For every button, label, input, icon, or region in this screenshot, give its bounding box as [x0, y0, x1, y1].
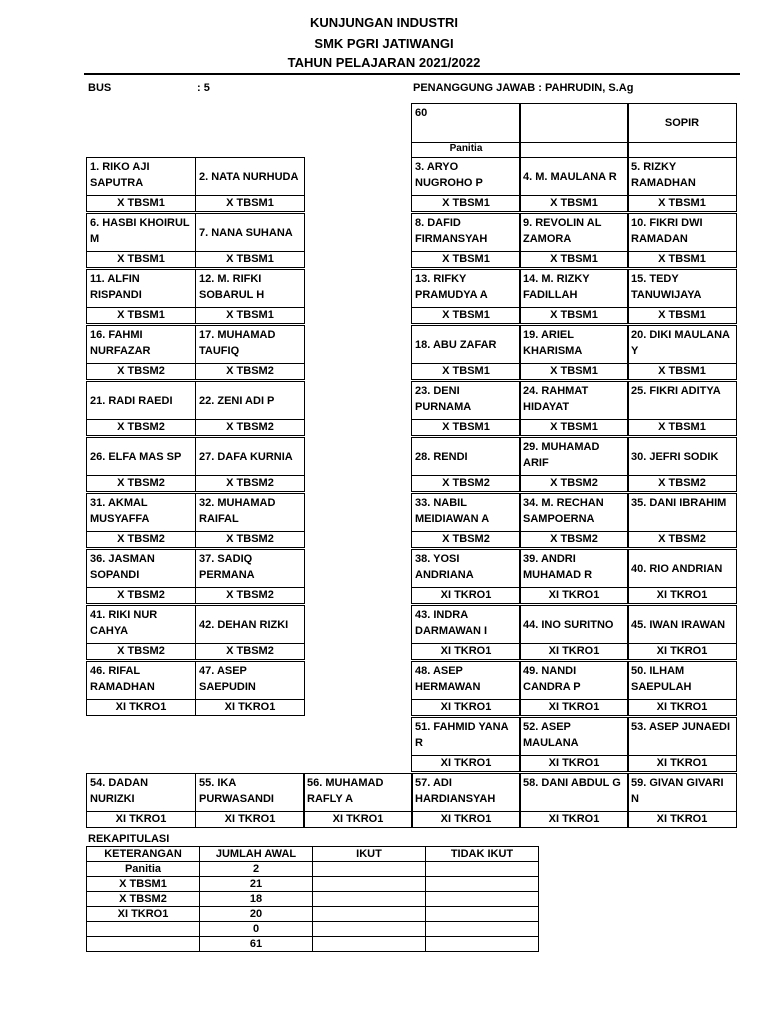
recap-cell — [313, 937, 426, 952]
seat-name: 58. DANI ABDUL G — [519, 773, 629, 812]
seat-class: XI TKRO1 — [411, 755, 521, 772]
seat-name: 30. JEFRI SODIK — [627, 437, 737, 476]
seat-name: 11. ALFIN RISPANDI — [86, 269, 196, 308]
seat-name: 23. DENI PURNAMA — [411, 381, 521, 420]
recap-cell — [87, 922, 200, 937]
seat-class: X TBSM2 — [86, 363, 196, 380]
recap-cell: 20 — [200, 907, 313, 922]
seat-name: 41. RIKI NUR CAHYA — [86, 605, 196, 644]
seat-class: XI TKRO1 — [411, 699, 521, 716]
seat-class: X TBSM2 — [519, 475, 629, 492]
recap-row — [87, 937, 539, 952]
seat-name: 33. NABIL MEIDIAWAN A — [411, 493, 521, 532]
seat-class: X TBSM1 — [195, 307, 305, 324]
driver-cell: SOPIR — [627, 103, 737, 143]
seat-class: XI TKRO1 — [519, 811, 629, 828]
seat-name: 42. DEHAN RIZKI — [195, 605, 305, 644]
seat-name: 28. RENDI — [411, 437, 521, 476]
seat-name: 6. HASBI KHOIRUL M — [86, 213, 196, 252]
recap-row — [87, 862, 539, 877]
recap-cell: X TBSM2 — [87, 892, 200, 907]
seat-name: 46. RIFAL RAMADHAN — [86, 661, 196, 700]
seat-class: X TBSM1 — [195, 195, 305, 212]
seat-name: 53. ASEP JUNAEDI — [627, 717, 737, 756]
bus-capacity-cell: 60 — [411, 103, 521, 143]
seat-name: 9. REVOLIN AL ZAMORA — [519, 213, 629, 252]
seat-class: XI TKRO1 — [195, 699, 305, 716]
seat-class: XI TKRO1 — [627, 699, 737, 716]
seat-name: 40. RIO ANDRIAN — [627, 549, 737, 588]
seat-class: X TBSM2 — [411, 475, 521, 492]
seat-class: X TBSM1 — [627, 195, 737, 212]
seat-name: 45. IWAN IRAWAN — [627, 605, 737, 644]
seat-name: 34. M. RECHAN SAMPOERNA — [519, 493, 629, 532]
seat-name: 39. ANDRI MUHAMAD R — [519, 549, 629, 588]
seat-class: X TBSM1 — [519, 307, 629, 324]
seat-name: 18. ABU ZAFAR — [411, 325, 521, 364]
seat-class: X TBSM2 — [86, 475, 196, 492]
seat-class: X TBSM2 — [627, 475, 737, 492]
recap-cell: 61 — [200, 937, 313, 952]
recap-row — [87, 922, 539, 937]
seat-class: X TBSM2 — [86, 643, 196, 660]
seat-name: 25. FIKRI ADITYA — [627, 381, 737, 420]
seat-class: X TBSM2 — [195, 531, 305, 548]
recap-cell — [426, 877, 539, 892]
recap-cell — [87, 937, 200, 952]
seat-name: 8. DAFID FIRMANSYAH — [411, 213, 521, 252]
seat-name: 31. AKMAL MUSYAFFA — [86, 493, 196, 532]
seat-name: 20. DIKI MAULANA Y — [627, 325, 737, 364]
seat-name: 2. NATA NURHUDA — [195, 157, 305, 196]
responsible-person: PENANGGUNG JAWAB : PAHRUDIN, S.Ag — [413, 82, 634, 94]
seat-class: X TBSM2 — [195, 363, 305, 380]
bus-value: : 5 — [197, 82, 210, 94]
seat-class: XI TKRO1 — [195, 811, 305, 828]
seat-class: X TBSM1 — [519, 363, 629, 380]
seat-class: XI TKRO1 — [627, 643, 737, 660]
seat-name: 3. ARYO NUGROHO P — [411, 157, 521, 196]
seat-name: 59. GIVAN GIVARI N — [627, 773, 737, 812]
seat-name: 48. ASEP HERMAWAN — [411, 661, 521, 700]
seat-class: XI TKRO1 — [411, 643, 521, 660]
seat-class: X TBSM1 — [86, 307, 196, 324]
seat-class: X TBSM1 — [519, 419, 629, 436]
seat-name: 47. ASEP SAEPUDIN — [195, 661, 305, 700]
seat-name: 15. TEDY TANUWIJAYA — [627, 269, 737, 308]
seat-name: 16. FAHMI NURFAZAR — [86, 325, 196, 364]
seat-class: X TBSM2 — [86, 587, 196, 604]
seat-class: X TBSM2 — [195, 475, 305, 492]
recap-cell: Panitia — [87, 862, 200, 877]
seat-class: X TBSM2 — [86, 419, 196, 436]
seat-name: 13. RIFKY PRAMUDYA A — [411, 269, 521, 308]
seat-class: X TBSM2 — [627, 531, 737, 548]
seat-name: 1. RIKO AJI SAPUTRA — [86, 157, 196, 196]
recap-title: REKAPITULASI — [88, 833, 170, 845]
recap-header-cell: KETERANGAN — [87, 847, 200, 862]
seat-class: X TBSM1 — [411, 251, 521, 268]
seat-class: XI TKRO1 — [519, 755, 629, 772]
recap-cell — [426, 922, 539, 937]
recap-header-cell: JUMLAH AWAL — [200, 847, 313, 862]
seat-class: X TBSM1 — [86, 195, 196, 212]
recap-cell: X TBSM1 — [87, 877, 200, 892]
recap-cell: XI TKRO1 — [87, 907, 200, 922]
seat-name: 32. MUHAMAD RAIFAL — [195, 493, 305, 532]
seat-class: X TBSM2 — [519, 531, 629, 548]
recap-row — [87, 907, 539, 922]
seat-class: XI TKRO1 — [627, 587, 737, 604]
title-line-2: SMK PGRI JATIWANGI — [314, 36, 454, 51]
blank-cell — [519, 103, 629, 143]
seat-name: 24. RAHMAT HIDAYAT — [519, 381, 629, 420]
recap-cell — [313, 907, 426, 922]
seat-class: X TBSM1 — [519, 195, 629, 212]
seat-class: X TBSM2 — [195, 419, 305, 436]
recap-cell — [313, 892, 426, 907]
seat-class: XI TKRO1 — [519, 643, 629, 660]
title-line-3: TAHUN PELAJARAN 2021/2022 — [287, 55, 481, 70]
seat-class: X TBSM1 — [627, 419, 737, 436]
seat-name: 54. DADAN NURIZKI — [86, 773, 196, 812]
recap-cell — [426, 862, 539, 877]
recap-row — [87, 877, 539, 892]
seat-name: 7. NANA SUHANA — [195, 213, 305, 252]
seat-name: 51. FAHMID YANA R — [411, 717, 521, 756]
seat-class: XI TKRO1 — [411, 811, 521, 828]
seat-name: 5. RIZKY RAMADHAN — [627, 157, 737, 196]
bus-label: BUS — [88, 82, 112, 94]
seat-name: 44. INO SURITNO — [519, 605, 629, 644]
seat-class: X TBSM1 — [411, 307, 521, 324]
seat-class: XI TKRO1 — [303, 811, 413, 828]
recap-header-cell: TIDAK IKUT — [426, 847, 539, 862]
recap-cell — [426, 892, 539, 907]
recap-cell — [426, 937, 539, 952]
seat-name: 19. ARIEL KHARISMA — [519, 325, 629, 364]
recap-header-row — [87, 847, 539, 862]
seat-class: XI TKRO1 — [627, 755, 737, 772]
seat-class: X TBSM1 — [627, 363, 737, 380]
seat-name: 56. MUHAMAD RAFLY A — [303, 773, 413, 812]
seat-name: 55. IKA PURWASANDI — [195, 773, 305, 812]
seat-name: 29. MUHAMAD ARIF — [519, 437, 629, 476]
seat-class: X TBSM1 — [627, 251, 737, 268]
seat-class: X TBSM1 — [195, 251, 305, 268]
seat-name: 12. M. RIFKI SOBARUL H — [195, 269, 305, 308]
seat-class: XI TKRO1 — [519, 587, 629, 604]
seat-name: 14. M. RIZKY FADILLAH — [519, 269, 629, 308]
seat-class: X TBSM1 — [86, 251, 196, 268]
seat-name: 4. M. MAULANA R — [519, 157, 629, 196]
seat-class: X TBSM1 — [519, 251, 629, 268]
recap-cell: 18 — [200, 892, 313, 907]
committee-label: Panitia — [411, 142, 521, 158]
recap-cell — [313, 922, 426, 937]
recap-cell — [313, 877, 426, 892]
recap-cell: 0 — [200, 922, 313, 937]
seat-name: 43. INDRA DARMAWAN I — [411, 605, 521, 644]
seat-name: 50. ILHAM SAEPULAH — [627, 661, 737, 700]
seat-class: XI TKRO1 — [411, 587, 521, 604]
seat-name: 10. FIKRI DWI RAMADAN — [627, 213, 737, 252]
recap-cell: 21 — [200, 877, 313, 892]
seat-name: 27. DAFA KURNIA — [195, 437, 305, 476]
seat-name: 52. ASEP MAULANA — [519, 717, 629, 756]
seat-class: XI TKRO1 — [86, 811, 196, 828]
seat-name: 36. JASMAN SOPANDI — [86, 549, 196, 588]
seat-class: XI TKRO1 — [627, 811, 737, 828]
seat-name: 38. YOSI ANDRIANA — [411, 549, 521, 588]
seat-class: X TBSM2 — [195, 643, 305, 660]
recap-cell — [313, 862, 426, 877]
title-line-1: KUNJUNGAN INDUSTRI — [309, 15, 459, 30]
recap-cell — [426, 907, 539, 922]
seat-name: 49. NANDI CANDRA P — [519, 661, 629, 700]
seat-class: X TBSM1 — [627, 307, 737, 324]
blank-cell — [627, 142, 737, 158]
seat-class: X TBSM1 — [411, 363, 521, 380]
recap-header-cell: IKUT — [313, 847, 426, 862]
seat-name: 17. MUHAMAD TAUFIQ — [195, 325, 305, 364]
seat-class: X TBSM2 — [86, 531, 196, 548]
seat-class: XI TKRO1 — [519, 699, 629, 716]
seat-name: 37. SADIQ PERMANA — [195, 549, 305, 588]
seat-class: X TBSM1 — [411, 195, 521, 212]
seat-name: 35. DANI IBRAHIM — [627, 493, 737, 532]
seat-name: 22. ZENI ADI P — [195, 381, 305, 420]
seat-name: 21. RADI RAEDI — [86, 381, 196, 420]
seat-class: X TBSM1 — [411, 419, 521, 436]
seat-name: 26. ELFA MAS SP — [86, 437, 196, 476]
blank-cell — [519, 142, 629, 158]
recap-row — [87, 892, 539, 907]
seat-class: XI TKRO1 — [86, 699, 196, 716]
seat-class: X TBSM2 — [411, 531, 521, 548]
recap-table — [86, 846, 539, 952]
seat-name: 57. ADI HARDIANSYAH — [411, 773, 521, 812]
seat-class: X TBSM2 — [195, 587, 305, 604]
recap-cell: 2 — [200, 862, 313, 877]
header-rule — [84, 73, 740, 75]
